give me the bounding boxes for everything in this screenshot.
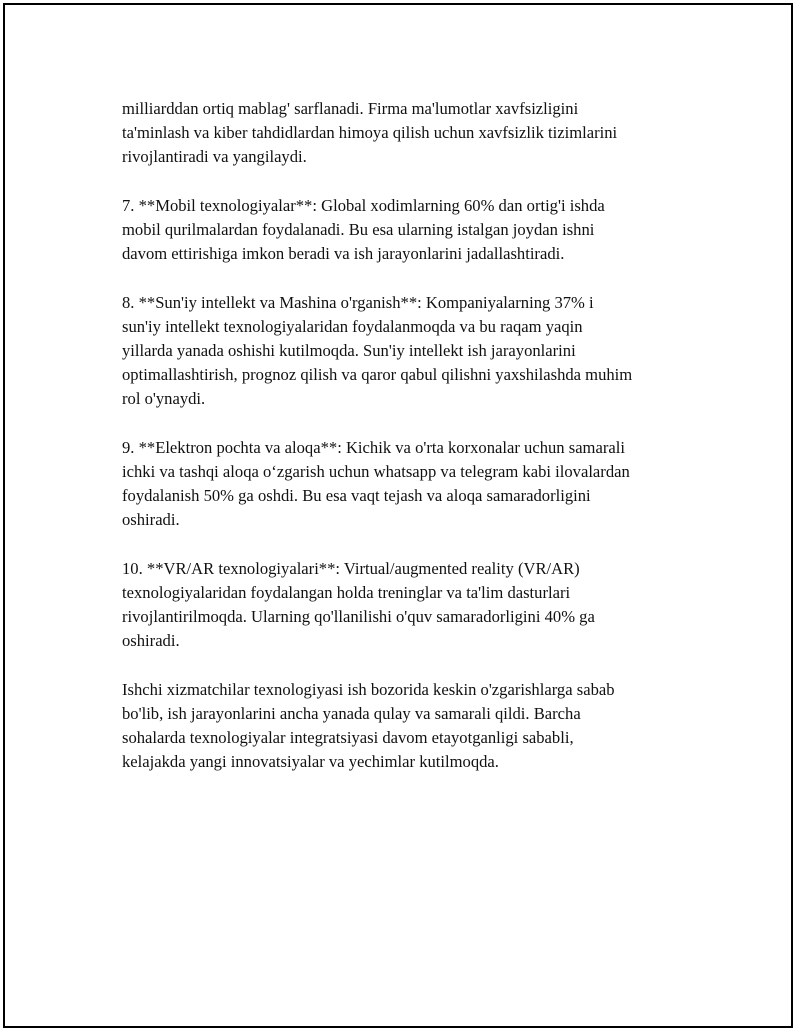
paragraph-security-continuation — [122, 97, 722, 170]
text-line: ta'minlash va kiber tahdidlardan himoya qilish uchun xavfsizlik tizimlarini — [122, 123, 618, 143]
text-line: oshiradi. — [122, 510, 180, 530]
text-line: foydalanish 50% ga oshdi. Bu esa vaqt tejash va aloqa samaradorligini — [122, 486, 591, 506]
text-line: milliarddan ortiq mablag' sarflanadi. Firma ma'lumotlar xavfsizligini — [122, 99, 579, 118]
text-line: 7. **Mobil texnologiyalar**: Global xodimlarning 60% dan ortig'i ishda — [122, 195, 605, 215]
text-line: 9. **Elektron pochta va aloqa**: Kichik va o'rta korxonalar uchun samarali — [122, 437, 625, 457]
text-line: rivojlantirilmoqda. Ularning qo'llanilishi o'quv samaradorligini 40% ga — [122, 607, 595, 627]
text-line: kelajakda yangi innovatsiyalar va yechimlar kutilmoqda. — [122, 752, 499, 772]
text-line: rivojlantiradi va yangilaydi. — [122, 147, 307, 167]
text-line: davom ettirishiga imkon beradi va ish jarayonlarini jadallashtiradi. — [122, 244, 565, 264]
paragraph-email-communication — [122, 436, 722, 533]
paragraph-vr-ar-technologies — [122, 557, 722, 654]
text-line: rol o'ynaydi. — [122, 389, 206, 409]
paragraph-artificial-intelligence — [122, 291, 722, 412]
text-line: 10. **VR/AR texnologiyalari**: Virtual/augmented reality (VR/AR) — [122, 558, 580, 578]
text-line: ichki va tashqi aloqa o‘zgarish uchun whatsapp va telegram kabi ilovalardan — [122, 462, 630, 481]
paragraph-conclusion — [122, 678, 722, 775]
page-frame — [3, 3, 793, 1028]
text-line: optimallashtirish, prognoz qilish va qaror qabul qilishni yaxshilashda muhim — [122, 365, 633, 385]
text-line: yillarda yanada oshishi kutilmoqda. Sun'iy intellekt ish jarayonlarini — [122, 341, 576, 360]
text-line: sun'iy intellekt texnologiyalaridan foydalanmoqda va bu raqam yaqin — [122, 316, 583, 336]
text-line: bo'lib, ish jarayonlarini ancha yanada qulay va samarali qildi. Barcha — [122, 704, 581, 723]
paragraph-mobile-technologies — [122, 194, 722, 267]
text-line: 8. **Sun'iy intellekt va Mashina o'rganish**: Kompaniyalarning 37% i — [122, 292, 594, 312]
document-body — [122, 97, 722, 799]
text-line: oshiradi. — [122, 631, 180, 651]
text-line: sohalarda texnologiyalar integratsiyasi davom etayotganligi sababli, — [122, 728, 574, 748]
text-line: texnologiyalaridan foydalangan holda treninglar va ta'lim dasturlari — [122, 583, 571, 602]
text-line: Ishchi xizmatchilar texnologiyasi ish bozorida keskin o'zgarishlarga sabab — [122, 679, 615, 699]
text-line: mobil qurilmalardan foydalanadi. Bu esa ularning istalgan joydan ishni — [122, 220, 595, 239]
